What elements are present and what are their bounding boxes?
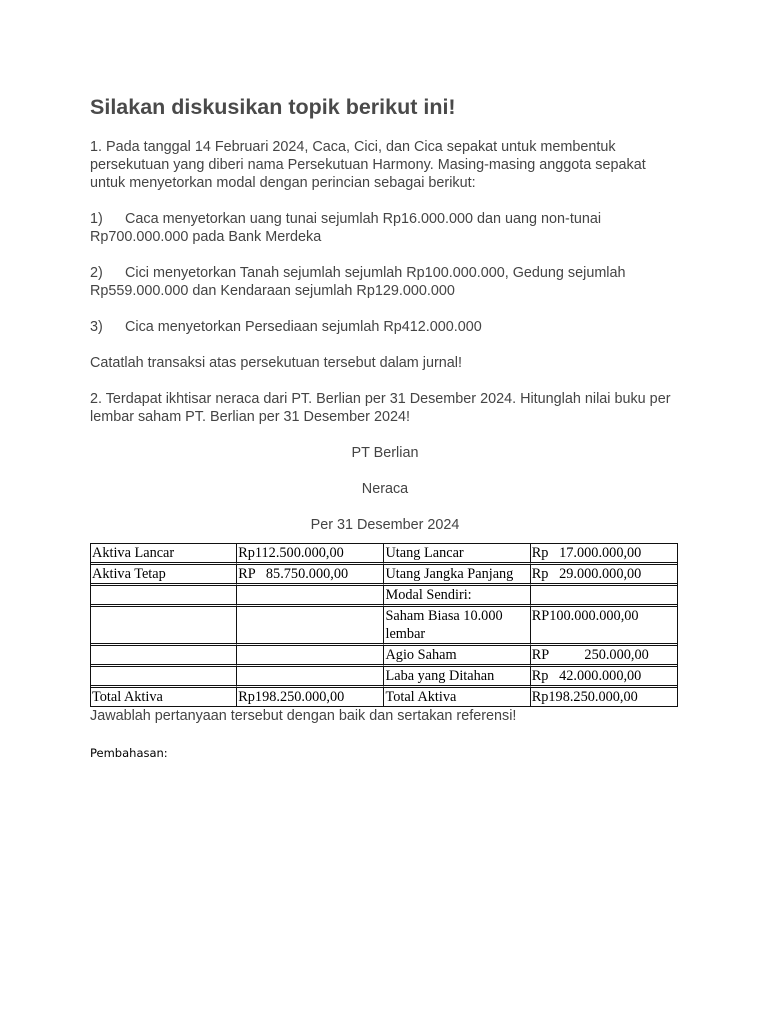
table-cell <box>91 646 237 667</box>
page-title: Silakan diskusikan topik berikut ini! <box>90 95 456 119</box>
question-1-item-1 <box>90 210 680 246</box>
table-cell: RP100.000.000,00 <box>531 607 677 646</box>
closing-instruction: Jawablah pertanyaan tersebut dengan baik dan sertakan referensi! <box>90 708 517 724</box>
table-cell <box>91 607 237 646</box>
table-cell <box>237 667 384 688</box>
table-cell: Rp 17.000.000,00 <box>531 544 677 565</box>
statement-period: Per 31 Desember 2024 <box>310 517 460 533</box>
table-cell <box>91 586 237 607</box>
table-row <box>91 667 677 688</box>
item-text: Cica menyetorkan Persediaan sejumlah Rp412.000.000 <box>125 319 482 335</box>
table-cell: Utang Jangka Panjang <box>384 565 530 586</box>
table-cell <box>531 586 677 607</box>
company-name: PT Berlian <box>351 445 419 461</box>
table-cell: Total Aktiva <box>384 688 530 706</box>
statement-title: Neraca <box>361 481 409 497</box>
table-cell: Aktiva Lancar <box>91 544 237 565</box>
table-cell: RP 85.750.000,00 <box>237 565 384 586</box>
question-1-item-3 <box>90 318 680 336</box>
pembahasan-label: Pembahasan: <box>90 746 168 760</box>
item-number: 2) <box>90 265 103 281</box>
table-cell <box>237 646 384 667</box>
item-number: 3) <box>90 319 103 335</box>
table-cell: Rp 42.000.000,00 <box>531 667 677 688</box>
table-cell <box>91 667 237 688</box>
document-content <box>90 92 680 760</box>
question-1-item-2 <box>90 264 680 300</box>
table-cell: Aktiva Tetap <box>91 565 237 586</box>
table-cell: Rp 29.000.000,00 <box>531 565 677 586</box>
table-row <box>91 646 677 667</box>
table-row <box>91 565 677 586</box>
table-cell: RP 250.000,00 <box>531 646 677 667</box>
table-cell: Agio Saham <box>384 646 530 667</box>
table-cell: Saham Biasa 10.000 lembar <box>384 607 530 646</box>
table-cell: Rp112.500.000,00 <box>237 544 384 565</box>
table-cell: Laba yang Ditahan <box>384 667 530 688</box>
table-cell: Modal Sendiri: <box>384 586 530 607</box>
item-text: Cici menyetorkan Tanah sejumlah sejumlah Rp100.000.000, Gedung sejumlah Rp559.000.000 dan Kendaraan sejumlah Rp129.000.000 <box>90 265 626 299</box>
table-cell: Rp198.250.000,00 <box>237 688 384 706</box>
question-2-intro: 2. Terdapat ikhtisar neraca dari PT. Berlian per 31 Desember 2024. Hitunglah nilai buku per lembar saham PT. Berlian per 31 Desember 2024! <box>90 391 671 425</box>
table-cell: Rp198.250.000,00 <box>531 689 638 705</box>
question-1-instruction: Catatlah transaksi atas persekutuan tersebut dalam jurnal! <box>90 355 462 371</box>
table-row <box>91 586 677 607</box>
table-row <box>91 607 677 646</box>
table-cell: Utang Lancar <box>384 544 530 565</box>
balance-sheet-table <box>90 543 678 707</box>
table-cell: Total Aktiva <box>91 688 237 706</box>
item-number: 1) <box>90 211 103 227</box>
question-1-intro: 1. Pada tanggal 14 Februari 2024, Caca, Cici, dan Cica sepakat untuk membentuk persekutuan yang diberi nama Persekutuan Harmony. Masing-masing anggota sepakat untuk menyetorkan modal dengan perincian sebagai berikut: <box>90 139 646 191</box>
table-cell <box>237 607 384 646</box>
table-row <box>91 688 677 706</box>
table-row <box>91 544 677 565</box>
item-text: Caca menyetorkan uang tunai sejumlah Rp16.000.000 dan uang non-tunai Rp700.000.000 pada Bank Merdeka <box>90 211 602 245</box>
table-cell <box>237 586 384 607</box>
